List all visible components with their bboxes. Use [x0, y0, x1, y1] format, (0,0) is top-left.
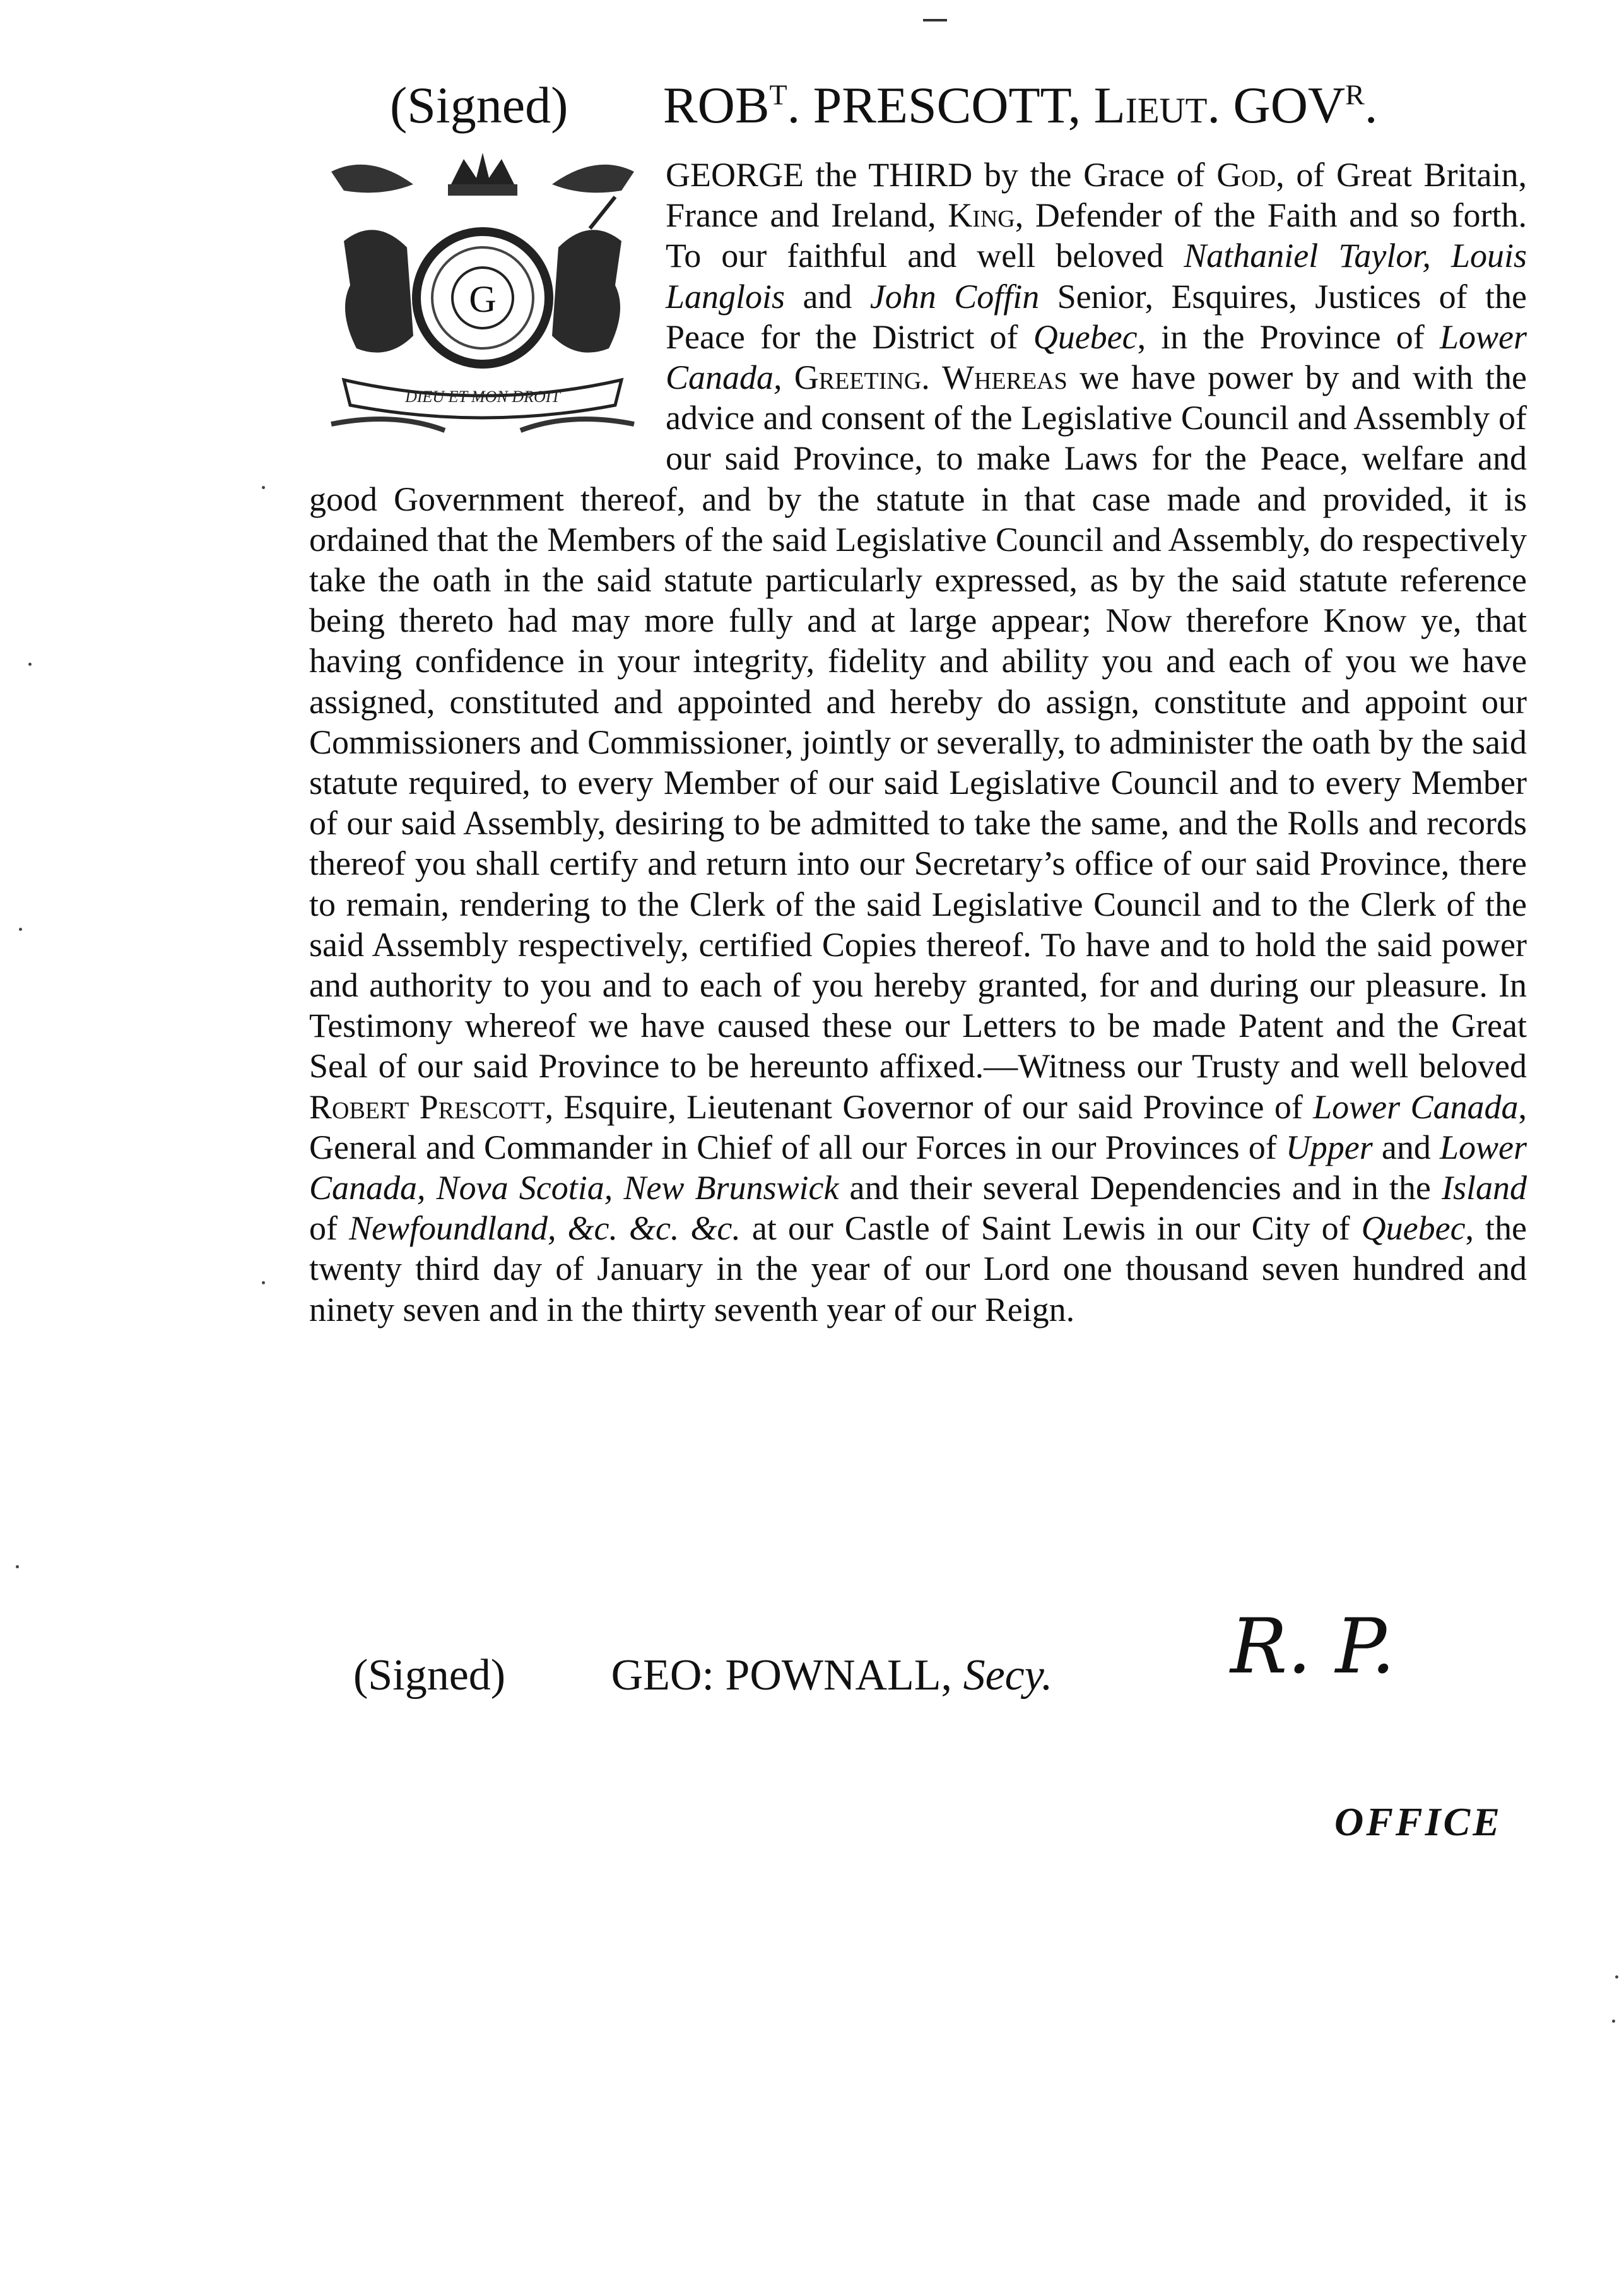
header-gov-end: .	[1364, 76, 1378, 134]
header-gov	[1233, 76, 1378, 134]
body-name-taylor: Nathaniel Taylor,	[1184, 237, 1431, 275]
body-king: King	[948, 196, 1015, 235]
signature-signed-label: (Signed)	[353, 1651, 506, 1700]
body-island: Island	[1442, 1169, 1527, 1207]
body-part-15: of	[309, 1209, 349, 1248]
secretary-signature-line	[353, 1650, 1052, 1701]
catchword: OFFICE	[1334, 1799, 1502, 1844]
body-newfoundland: Newfoundland, &c. &c. &c.	[348, 1209, 741, 1248]
signature-name: GEO: POWNALL,	[611, 1651, 953, 1700]
header-signature-line	[390, 76, 1576, 135]
scan-speck	[19, 928, 22, 931]
body-part-6: Senior, Esquires, Justices of the Peace for the District of	[666, 277, 1527, 356]
body-part-5: and	[785, 277, 870, 316]
body-part-14: and their several Dependencies and in the	[838, 1169, 1442, 1207]
scan-speck	[262, 486, 265, 489]
body-part-9: .	[921, 358, 942, 397]
scan-speck	[16, 1565, 19, 1568]
body-robert-prescott: Robert Prescott	[309, 1087, 545, 1126]
crest-motto: DIEU ET MON DROIT	[405, 388, 560, 406]
body-part-1: EORGE the THIRD by the Grace of	[690, 156, 1217, 194]
body-part-2: , of Great Britain, France and Ireland,	[666, 156, 1527, 235]
body-part-4	[1431, 237, 1451, 275]
body-part-7: , in the Province of	[1137, 317, 1440, 356]
scan-speck	[1615, 1975, 1618, 1979]
header-gov-sup: R	[1345, 78, 1365, 111]
header-signed-label: (Signed)	[390, 76, 568, 134]
body-part-16: at our Castle of Saint Lewis in our City of	[740, 1209, 1362, 1248]
body-part-10: we have power by and with the advice and consent of the Legislative Council and Assembly of our said Province, to make Laws for the Peace, welfare and good Government thereof, and by the statute in that case made and provided, it is ordained that the Members of the said Legislative Council and Assembly, do respectively take the oath in the said statute particularly expressed, as by the said statute reference being thereto had may more fully and at large appear; Now therefore Know ye, that having confidence in your integrity, fidelity and ability you and each of you we have assigned, constituted and appointed and hereby do assign, constitute and appoint our Commissioners and Commissioner, jointly or severally, to administer the oath by the said statute required, to every Member of our said Legislative Council and to every Member of our said Assembly, desiring to be admitted to take the same, and the Rolls and records thereof you shall certify and return into our Secretary’s office of our said Province, there to remain, rendering to the Clerk of the said Legislative Council and to the Clerk of the said Assembly respectively, certified Copies thereof. To have and to hold the said power and authority to you and to each of you hereby granted, for and during our pleasure. In Testimony whereof we have caused these our Letters to be made Patent and the Great Seal of our said Province to be hereunto affixed.—Witness our Trusty and well beloved	[309, 358, 1527, 1086]
body-provinces: Lower Canada, Nova Scotia, New Brunswick	[309, 1128, 1527, 1207]
body-part-17: , the twenty third day of January in the year of our Lord one thousand seven hundred and ninety seven and in the thirty seventh year of our Reign.	[309, 1209, 1527, 1328]
body-part-3: , Defender of the Faith and so forth. To our faithful and well beloved	[666, 196, 1527, 275]
body-name-langlois: Louis Langlois	[666, 237, 1527, 316]
header-name-sup: T	[769, 78, 787, 111]
body-upper: Upper	[1285, 1128, 1373, 1166]
monogram-initials: R. P.	[1230, 1603, 1396, 1691]
scan-speck	[1612, 2020, 1615, 2023]
body-lower-canada-2: Lower Canada	[1313, 1087, 1519, 1126]
crest-float-spacer	[309, 155, 666, 439]
drop-cap-letter: G	[666, 156, 690, 194]
commission-body-text	[309, 155, 1527, 1330]
header-gov-main: GOV	[1233, 76, 1346, 134]
body-quebec: Quebec	[1033, 317, 1138, 356]
body-name-coffin: John Coffin	[869, 277, 1040, 316]
body-part-11: , Esquire, Lieutenant Governor of our said Province of	[544, 1087, 1314, 1126]
body-lower-canada: Lower Canada,	[666, 317, 1527, 397]
header-name-main: ROB	[662, 76, 770, 134]
body-part-13: and	[1372, 1128, 1440, 1166]
crest-initial: G	[469, 278, 497, 320]
body-god: God	[1216, 156, 1276, 194]
top-dash-mark	[923, 19, 947, 21]
header-name-rest: . PRESCOTT,	[787, 76, 1081, 134]
body-quebec-2: Quebec	[1361, 1209, 1466, 1248]
header-name	[663, 76, 1081, 134]
header-title: Lieut.	[1093, 76, 1220, 134]
body-whereas: Whereas	[942, 358, 1068, 397]
body-greeting: Greeting	[794, 358, 922, 397]
signature-title: Secy.	[963, 1651, 1053, 1700]
body-part-8	[782, 358, 794, 396]
scan-speck	[262, 1281, 265, 1284]
scan-speck	[28, 663, 32, 666]
body-part-12: , General and Commander in Chief of all our Forces in our Provinces of	[309, 1087, 1527, 1166]
